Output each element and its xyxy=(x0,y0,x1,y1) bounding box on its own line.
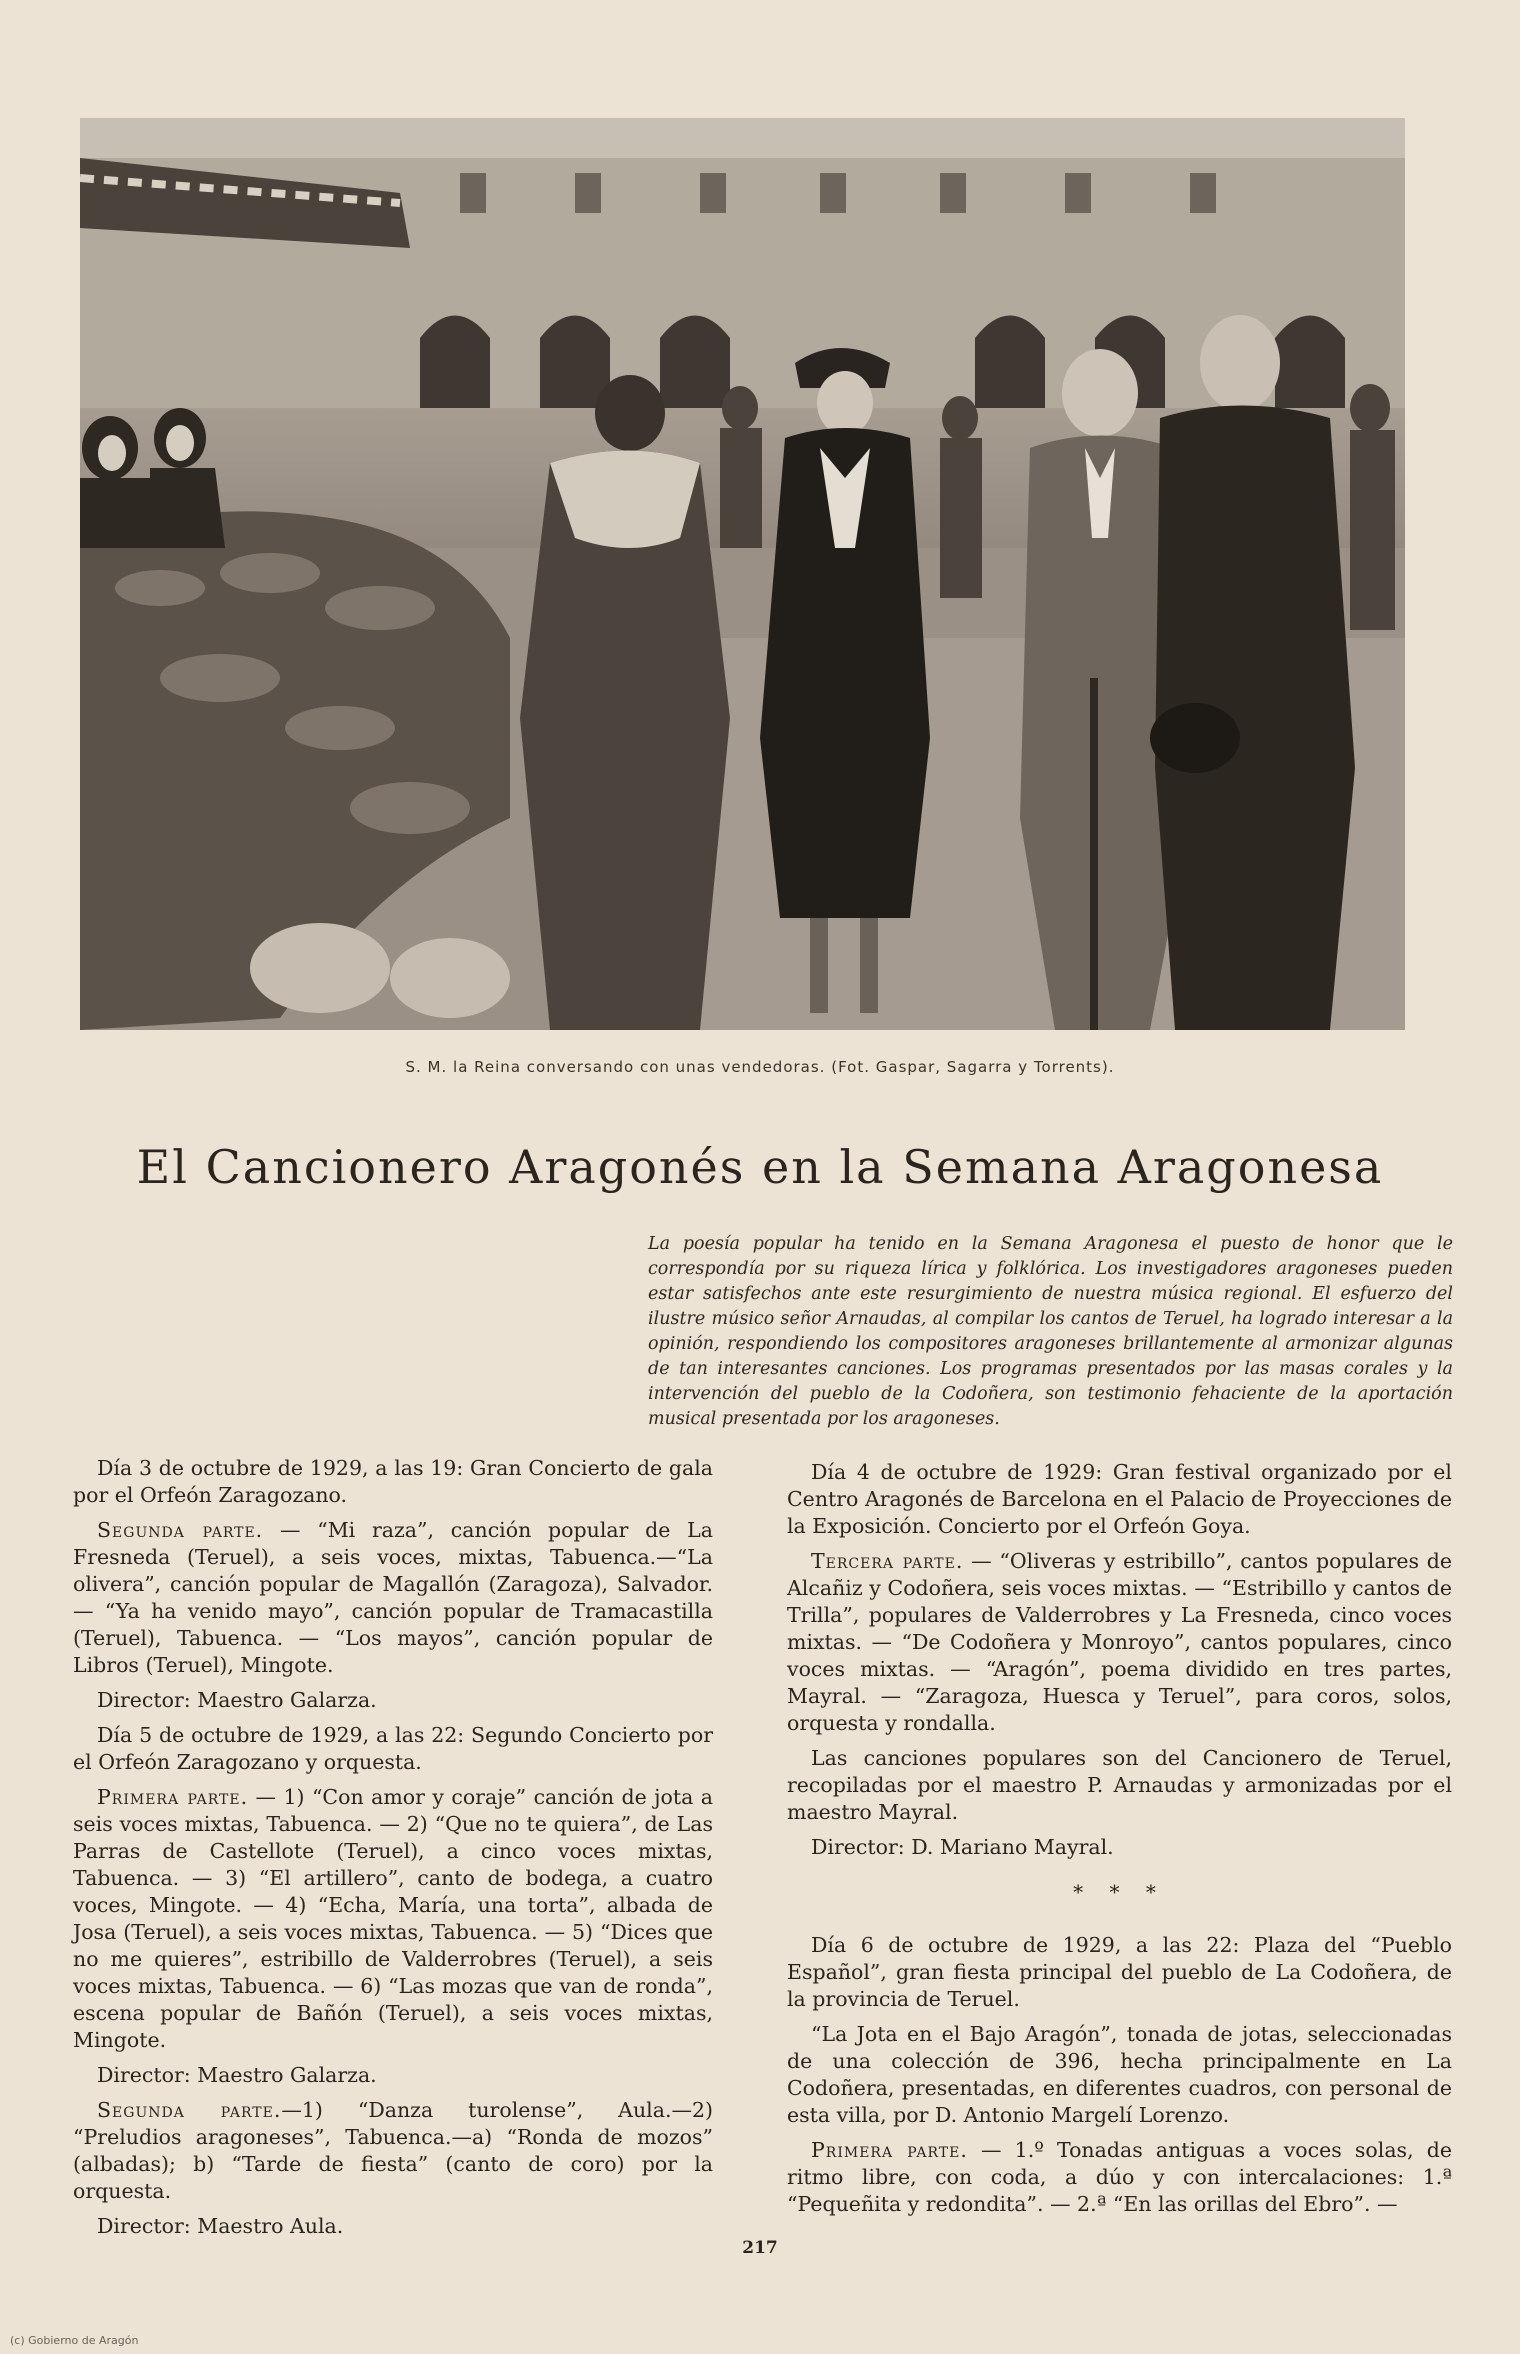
article-title: El Cancionero Aragonés en la Semana Aragonesa xyxy=(136,1140,1384,1194)
paragraph-body: — 1) “Con amor y coraje” canción de jota a seis voces mixtas, Tabuenca. — 2) “Que no te quiera”, de Las Parras de Castellote (Teruel), a cinco voces mixtas, Tabuenca. — 3) “El artillero”, canto de bodega, a cuatro voces, Mingote. — 4) “Echa, María, una torta”, albada de Josa (Teruel), a seis voces mixtas, Tabuenca. — 5) “Dices que no me quieres”, estribillo de Valderrobres (Teruel), a seis voces mixtas, Tabuenca. — 6) “Las mozas que van de ronda”, escena popular de Bañón (Teruel), a seis voces mixtas, Mingote. xyxy=(73,1785,713,2052)
paragraph-body: — “Oliveras y estribillo”, cantos populares de Alcañiz y Codoñera, seis voces mixtas. — “Estribillo y cantos de Trilla”, populares de Valderrobres y La Fresneda, cinco voces mixtas. — “De Codoñera y Monroyo”, cantos populares, cinco voces mixtas. — “Aragón”, poema dividido en tres partes, Mayral. — “Zaragoza, Huesca y Teruel”, para coros, solos, orquesta y rondalla. xyxy=(787,1549,1452,1735)
paragraph xyxy=(73,1784,713,2054)
section-separator: * * * xyxy=(1073,1880,1166,1904)
section-heading: Tercera parte. xyxy=(811,1549,964,1573)
paragraph-body: — “Mi raza”, canción popular de La Fresneda (Teruel), a seis voces, mixtas, Tabuenca.—“La olivera”, canción popular de Magallón (Zaragoza), Salvador. — “Ya ha venido mayo”, canción popular de Tramacastilla (Teruel), Tabuenca. — “Los mayos”, canción popular de Libros (Teruel), Mingote. xyxy=(73,1518,713,1677)
paragraph-body: —1) “Danza turolense”, Aula.—2) “Preludios aragoneses”, Tabuenca.—a) “Ronda de mozos” (albadas); b) “Tarde de fiesta” (canto de coro) por la orquesta. xyxy=(73,2098,713,2203)
paragraph: Las canciones populares son del Cancionero de Teruel, recopiladas por el maestro P. Arnaudas y armonizadas por el maestro Mayral. xyxy=(787,1746,1452,1824)
photo-illustration xyxy=(80,118,1405,1030)
paragraph xyxy=(787,1548,1452,1737)
paragraph: Día 3 de octubre de 1929, a las 19: Gran Concierto de gala por el Orfeón Zaragozano. xyxy=(73,1456,713,1507)
paragraph: “La Jota en el Bajo Aragón”, tonada de jotas, seleccionadas de una colección de 396, hecha principalmente en La Codoñera, presentadas, en diferentes cuadros, con personal de esta villa, por D. Antonio Margelí Lorenzo. xyxy=(787,2022,1452,2127)
section-heading: Segunda parte. xyxy=(97,1518,264,1542)
section-heading: Segunda parte. xyxy=(97,2098,282,2122)
left-column xyxy=(73,1455,713,2248)
paragraph: Día 4 de octubre de 1929: Gran festival organizado por el Centro Aragonés de Barcelona en el Palacio de Proyecciones de la Exposición. Concierto por el Orfeón Goya. xyxy=(787,1460,1452,1538)
paragraph xyxy=(787,2137,1452,2218)
director-line: Director: D. Mariano Mayral. xyxy=(811,1835,1114,1859)
section-heading: Primera parte. xyxy=(97,1785,249,1809)
paragraph xyxy=(73,1517,713,1679)
photo-caption: S. M. la Reina conversando con unas vendedoras. (Fot. Gaspar, Sagarra y Torrents). xyxy=(405,1058,1115,1076)
director-line: Director: Maestro Galarza. xyxy=(97,2063,377,2087)
paragraph xyxy=(73,2097,713,2205)
copyright-notice: (c) Gobierno de Aragón xyxy=(10,2334,139,2347)
section-heading: Primera parte. xyxy=(811,2138,968,2162)
paragraph-body: — 1.º Tonadas antiguas a voces solas, de ritmo libre, con coda, a dúo y con intercalaciones: 1.ª “Pequeñita y redondita”. — 2.ª “En las orillas del Ebro”. — xyxy=(787,2138,1452,2216)
director-line: Director: Maestro Galarza. xyxy=(97,1688,377,1712)
page-number: 217 xyxy=(742,2238,778,2258)
director-line: Director: Maestro Aula. xyxy=(97,2214,344,2238)
paragraph: Día 5 de octubre de 1929, a las 22: Segundo Concierto por el Orfeón Zaragozano y orquesta. xyxy=(73,1723,713,1774)
paragraph: Día 6 de octubre de 1929, a las 22: Plaza del “Pueblo Español”, gran fiesta principal del pueblo de La Codoñera, de la provincia de Teruel. xyxy=(787,1933,1452,2011)
article-intro: La poesía popular ha tenido en la Semana Aragonesa el puesto de honor que le correspondía por su riqueza lírica y folklórica. Los investigadores aragoneses pueden estar satisfechos ante este resurgimiento de nuestra música regional. El esfuerzo del ilustre músico señor Arnaudas, al compilar los cantos de Teruel, ha logrado interesar a la opinión, respondiendo los compositores aragoneses brillantemente al armonizar algunas de tan interesantes canciones. Los programas presentados por las masas corales y la intervención del pueblo de la Codoñera, son testimonio fehaciente de la aportación musical presentada por los aragoneses. xyxy=(648,1234,1453,1429)
right-column xyxy=(787,1459,1452,2226)
market-photograph xyxy=(80,118,1405,1030)
